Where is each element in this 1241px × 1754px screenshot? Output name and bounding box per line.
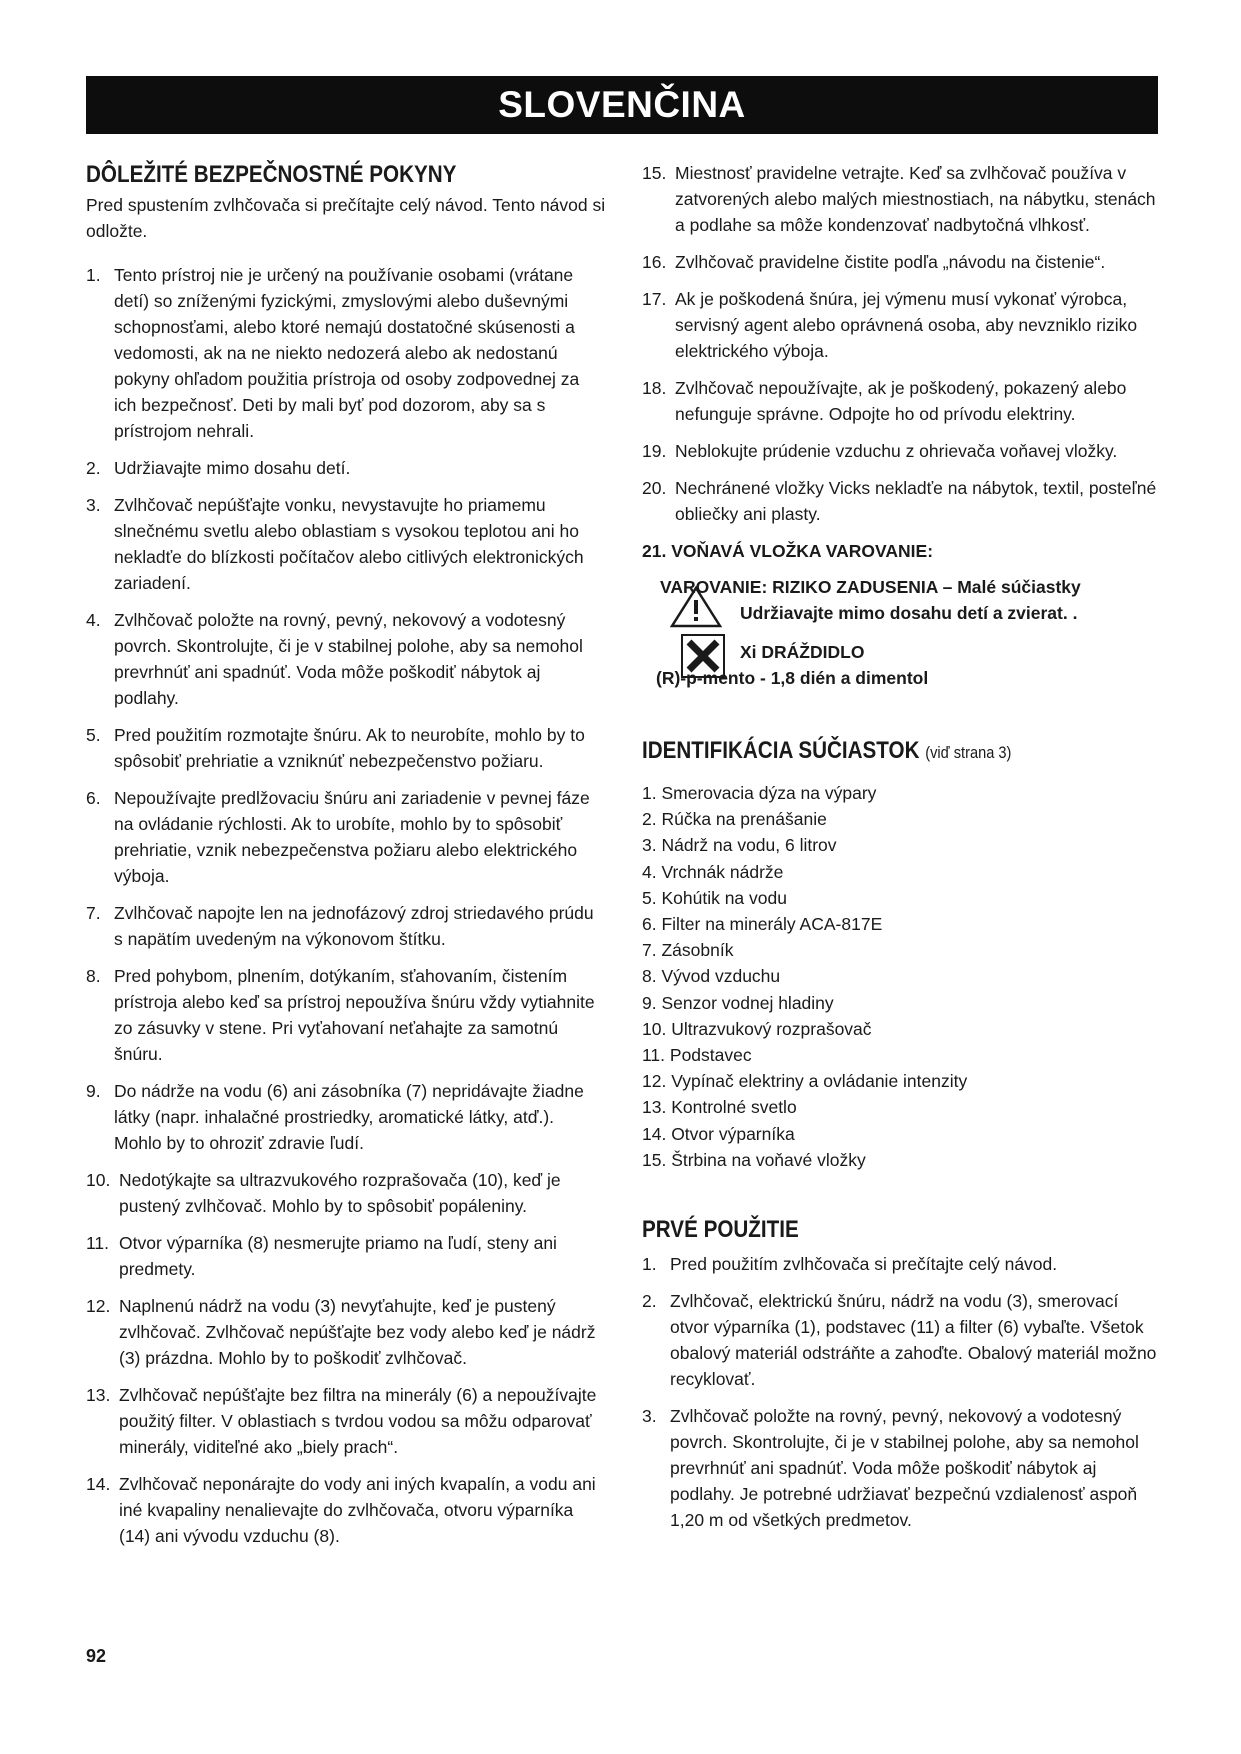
item-text: Pred použitím rozmotajte šnúru. Ak to neurobíte, mohlo by to spôsobiť prehriatie a vzniknúť nebezpečenstvo požiaru. [114, 725, 585, 771]
item-text: Zvlhčovač nepoužívajte, ak je poškodený, pokazený alebo nefunguje správne. Odpojte ho od prívodu elektriny. [675, 378, 1127, 424]
list-item: 13. Kontrolné svetlo [642, 1097, 797, 1118]
item-text: Zvlhčovač nepúšťajte bez filtra na minerály (6) a nepoužívajte použitý filter. V oblastiach s tvrdou vodou sa môžu odparovať minerály, viditeľné ako „biely prach“. [119, 1385, 597, 1457]
item-number: 1. [86, 265, 101, 285]
item-text: Pred použitím zvlhčovača si prečítajte celý návod. [670, 1254, 1058, 1275]
item-number: 2. [86, 458, 101, 478]
item-number: 18. [642, 378, 667, 398]
safety-item-12 [86, 1293, 606, 1371]
list-item: 12. Vypínač elektriny a ovládanie intenzity [642, 1071, 968, 1092]
parts-list [642, 780, 1158, 1173]
choking-warning: VAROVANIE: RIZIKO ZADUSENIA – Malé súčiastky [660, 577, 1081, 597]
page-number: 92 [86, 1646, 107, 1666]
first-use-item-1 [642, 1251, 1158, 1277]
list-item: 1. Smerovacia dýza na výpary [642, 783, 877, 803]
item-text: Zvlhčovač, elektrickú šnúru, nádrž na vodu (3), smerovací otvor výparníka (1), podstavec (11) a filter (6) vybaľte. Všetok obalový materiál odstráňte a zahoďte. Obalový materiál možno recyklovať. [670, 1291, 1157, 1390]
item-number: 14. [86, 1474, 111, 1494]
item-text: Zvlhčovač nepúšťajte vonku, nevystavujte ho priamemu slnečnému svetlu alebo oblastiam s vysokou teplotou ani ho nekladťe do blízkosti počítačov alebo citlivých elektronických zariadení. [114, 495, 584, 593]
item-number: 15. [642, 163, 667, 183]
parts-heading-note: (viď strana 3) [925, 743, 1012, 762]
safety-item-19 [642, 438, 1158, 464]
item-text: Do nádrže na vodu (6) ani zásobníka (7) nepridávajte žiadne látky (napr. inhalačné prostriedky, aromatické látky, atď.). Mohlo by to ohroziť zdravie ľudí. [114, 1081, 584, 1153]
first-use-heading: PRVÉ POUŽITIE [642, 1216, 799, 1244]
item-number: 17. [642, 289, 667, 309]
safety-item-1 [86, 262, 606, 444]
safety-item-16 [642, 249, 1158, 275]
safety-item-3 [86, 492, 606, 596]
safety-item-14 [86, 1471, 606, 1549]
safety-item-4 [86, 607, 606, 711]
list-item: 15. Štrbina na voňavé vložky [642, 1149, 866, 1170]
item-text: Udržiavajte mimo dosahu detí. [114, 458, 351, 478]
item-text: Pred pohybom, plnením, dotýkaním, sťahovaním, čistením prístroja alebo keď sa prístroj nepoužíva šnúru vždy vytiahnite zo zásuvky v stene. Pri vyťahovaní neťahajte za samotnú šnúru. [114, 966, 595, 1064]
safety-item-10 [86, 1167, 606, 1219]
safety-item-5 [86, 722, 606, 774]
item-text: Nechránené vložky Vicks nekladťe na nábytok, textil, posteľné obliečky ani plasty. [675, 478, 1157, 524]
safety-item-2 [86, 455, 606, 481]
safety-item-8 [86, 963, 606, 1067]
item-number: 13. [86, 1385, 111, 1405]
list-item: 10. Ultrazvukový rozprašovač [642, 1018, 872, 1039]
item-number: 4. [86, 610, 101, 630]
item-number: 10. [86, 1170, 111, 1190]
item-text: Tento prístroj nie je určený na používanie osobami (vrátane detí) so zníženými fyzickými, zmyslovými alebo duševnými schopnosťami, alebo ktoré nemajú dostatočné skúsenosti a vedomosti, ak na ne niekto nedozerá alebo ak nedostanú pokyny ohľadom použitia prístroja od osoby zodpovednej za ich bezpečnosť. Deti by mali byť pod dozorom, aby sa s prístrojom nehrali. [114, 265, 580, 441]
item-text: Miestnosť pravidelne vetrajte. Keď sa zvlhčovač používa v zatvorených alebo malých miestnostiach, na nábytku, stenách a podlahe sa môže kondenzovať nadbytočná vlhkosť. [675, 163, 1156, 235]
item-text: Ak je poškodená šnúra, jej výmenu musí vykonať výrobca, servisný agent alebo oprávnená osoba, aby nevzniklo riziko elektrického výboja. [675, 289, 1138, 361]
list-item: 6. Filter na minerály ACA-817E [642, 914, 883, 935]
fragrance-warning-block [642, 574, 1158, 714]
list-item: 3. Nádrž na vodu, 6 litrov [642, 835, 837, 856]
list-item: 5. Kohútik na vodu [642, 887, 787, 908]
item-number: 12. [86, 1296, 111, 1316]
safety-item-13 [86, 1382, 606, 1460]
safety-item-15 [642, 160, 1158, 238]
item-number: 2. [642, 1291, 657, 1312]
item-number: 8. [86, 966, 101, 986]
first-use-item-2 [642, 1288, 1158, 1392]
safety-item-11 [86, 1230, 606, 1282]
item-number: 3. [642, 1406, 657, 1427]
item-text: Zvlhčovač položte na rovný, pevný, nekovový a vodotesný povrch. Skontrolujte, či je v stabilnej polohe, aby sa nemohol prevrhnúť ani spadnúť. Voda môže poškodiť nábytok aj podlahy. [114, 610, 583, 708]
list-item: 8. Vývod vzduchu [642, 966, 781, 987]
item-number: 20. [642, 478, 667, 498]
list-item: 4. Vrchnák nádrže [642, 861, 784, 882]
item-number: 7. [86, 903, 101, 923]
first-use-item-3 [642, 1403, 1158, 1533]
ingredients-label: (R)-p-mento - 1,8 dién a dimentol [656, 668, 929, 688]
item-number: 6. [86, 788, 101, 808]
list-item: 11. Podstavec [642, 1045, 752, 1066]
language-header: SLOVENČINA [86, 76, 1158, 134]
item-number: 5. [86, 725, 101, 745]
list-item: 7. Zásobník [642, 940, 734, 961]
safety-item-9 [86, 1078, 606, 1156]
item-text: Zvlhčovač pravidelne čistite podľa „návodu na čistenie“. [675, 252, 1106, 272]
item-number: 11. [86, 1233, 110, 1253]
item-text: Otvor výparníka (8) nesmerujte priamo na ľudí, steny ani predmety. [119, 1233, 557, 1279]
list-item: 9. Senzor vodnej hladiny [642, 992, 834, 1013]
list-item: 14. Otvor výparníka [642, 1123, 795, 1144]
item-text: Zvlhčovač napojte len na jednofázový zdroj striedavého prúdu s napätím uvedeným na výkonovom štítku. [114, 903, 594, 949]
parts-heading [642, 736, 1086, 768]
item-text: Naplnenú nádrž na vodu (3) nevyťahujte, keď je pustený zvlhčovač. Zvlhčovač nepúšťajte bez vody alebo keď je nádrž (3) prázdna. Mohlo by to poškodiť zvlhčovač. [119, 1296, 596, 1368]
item-text: Nedotýkajte sa ultrazvukového rozprašovača (10), keď je pustený zvlhčovač. Mohlo by to spôsobiť popáleniny. [119, 1170, 561, 1216]
left-column [86, 160, 606, 1560]
item-text: Zvlhčovač položte na rovný, pevný, nekovový a vodotesný povrch. Skontrolujte, či je v stabilnej polohe, aby sa nemohol prevrhnúť ani spadnúť. Voda môže poškodiť nábytok aj podlahy. Je potrebné udržiavať bezpečnú vzdialenosť aspoň 1,20 m od všetkých predmetov. [670, 1406, 1139, 1531]
item-number: 19. [642, 441, 667, 461]
item-text: Nepoužívajte predlžovaciu šnúru ani zariadenie v pevnej fáze na ovládanie rýchlosti. Ak to urobíte, mohlo by to spôsobiť prehriatie, vznik nebezpečenstva požiaru alebo elektrického výboja. [114, 788, 590, 886]
irritant-label: Xi DRÁŽDIDLO [740, 642, 865, 662]
safety-heading: DÔLEŽITÉ BEZPEČNOSTNÉ POKYNY [86, 161, 457, 188]
safety-item-20 [642, 475, 1158, 527]
item-number: 1. [642, 1254, 657, 1275]
safety-item-6 [86, 785, 606, 889]
item-text: Neblokujte prúdenie vzduchu z ohrievača voňavej vložky. [675, 441, 1118, 461]
safety-item-7 [86, 900, 606, 952]
safety-intro: Pred spustením zvlhčovača si prečítajte celý návod. Tento návod si odložte. [86, 195, 606, 241]
item-number: 16. [642, 252, 667, 272]
fragrance-warning-title: 21. VOŇAVÁ VLOŽKA VAROVANIE: [642, 541, 934, 561]
item-number: 9. [86, 1081, 101, 1101]
keep-away-warning: Udržiavajte mimo dosahu detí a zvierat. . [740, 603, 1078, 623]
item-number: 3. [86, 495, 101, 515]
item-text: Zvlhčovač neponárajte do vody ani iných kvapalín, a vodu ani iné kvapaliny nenalievajte do zvlhčovača, otvoru výparníka (14) ani vývodu vzduchu (8). [119, 1474, 596, 1546]
safety-item-18 [642, 375, 1158, 427]
safety-item-17 [642, 286, 1158, 364]
parts-heading-text: IDENTIFIKÁCIA SÚČIASTOK [642, 737, 920, 764]
list-item: 2. Rúčka na prenášanie [642, 809, 827, 830]
right-column [642, 160, 1158, 1544]
